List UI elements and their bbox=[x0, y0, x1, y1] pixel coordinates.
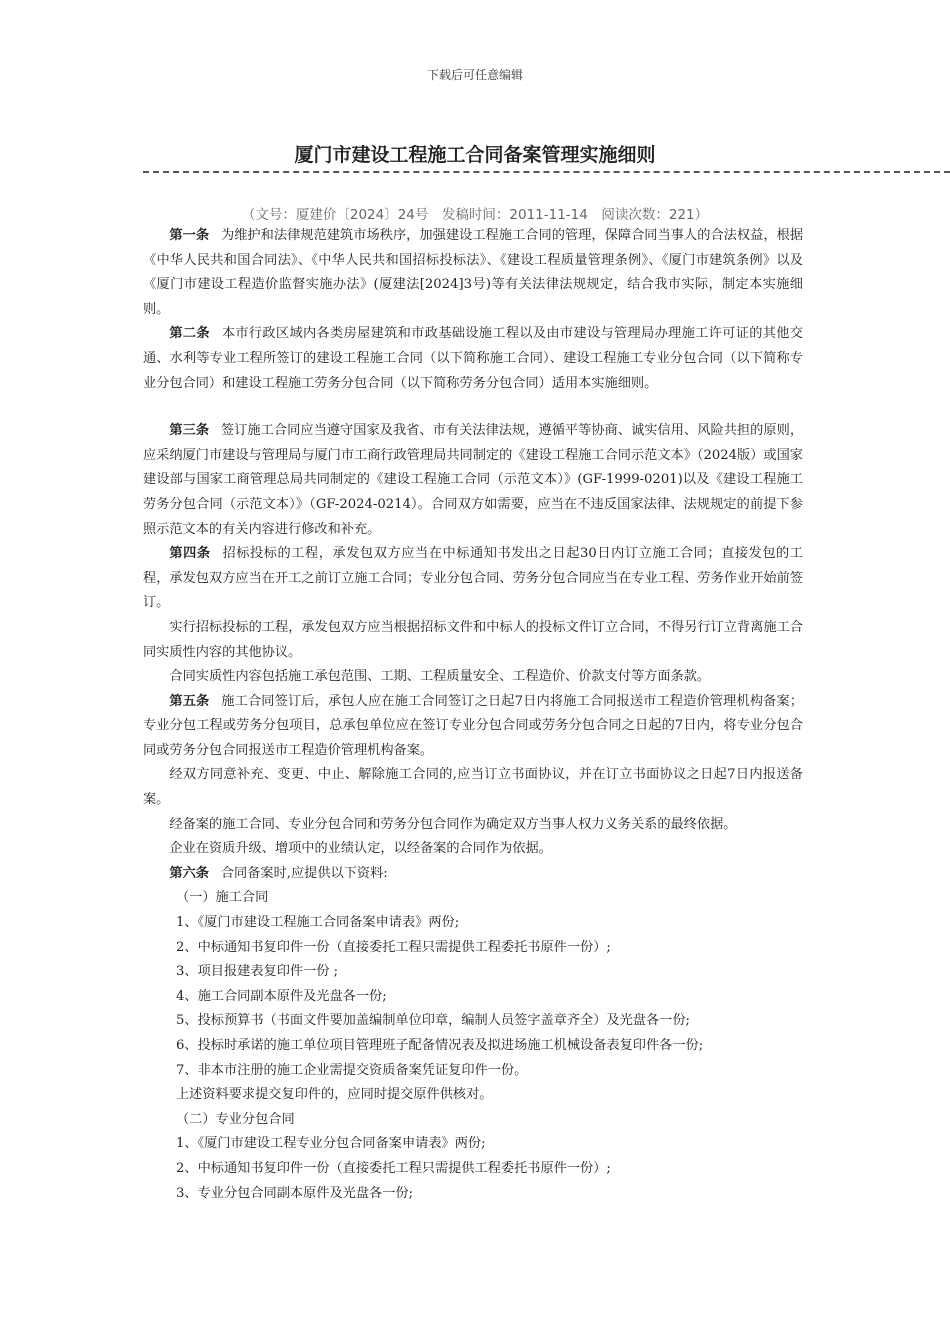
article-text: 签订施工合同应当遵守国家及我省、市有关法律法规，遵循平等协商、诚实信用、风险共担的原则，应采纳厦门市建设与管理局与厦门市工商行政管理局共同制定的《建设工程施工合同示范文本》（2024版）或国家建设部与国家工商管理总局共同制定的《建设工程施工合同（示范文本）》(GF-1999-0201)以及《建设工程施工劳务分包合同（示范文本）》（GF-2024-0214）。合同双方如需要，应当在不违反国家法律、法规规定的前提下参照示范文本的有关内容进行修改和补充。 bbox=[143, 423, 804, 537]
document-meta: （文号：厦建价〔2024〕24号 发稿时间：2011-11-14 阅读次数：221） bbox=[241, 207, 709, 223]
article-text: 本市行政区域内各类房屋建筑和市政基础设施工程以及由市建设与管理局办理施工许可证的其他交通、水利等专业工程所签订的建设工程施工合同（以下简称施工合同）、建设工程施工专业分包合同（以下简称专业分包合同）和建设工程施工劳务分包合同（以下简称劳务分包合同）适用本实施细则。 bbox=[143, 326, 804, 391]
paragraph-text: 实行招标投标的工程，承发包双方应当根据招标文件和中标人的投标文件订立合同，不得另行订立背离施工合同实质性内容的其他协议。 bbox=[143, 619, 803, 660]
article-4 bbox=[143, 542, 803, 616]
article-5-para-4 bbox=[143, 837, 803, 862]
article-5-para-3 bbox=[143, 813, 803, 838]
list-item: 2、中标通知书复印件一份（直接委托工程只需提供工程委托书原件一份）; bbox=[176, 939, 611, 955]
article-label: 第五条 bbox=[169, 693, 210, 709]
title-divider bbox=[143, 171, 950, 173]
article-text: 施工合同签订后，承包人应在施工合同签订之日起7日内将施工合同报送市工程造价管理机构备案；专业分包工程或劳务分包项目，总承包单位应在签订专业分包合同或劳务分包合同之日起的7日内，将专业分包合同或劳务分包合同报送市工程造价管理机构备案。 bbox=[143, 693, 804, 758]
document-title: 厦门市建设工程施工合同备案管理实施细则 bbox=[294, 144, 656, 166]
article-text: 招标投标的工程，承发包双方应当在中标通知书发出之日起30日内订立施工合同；直接发包的工程，承发包双方应当在开工之前订立施工合同；专业分包合同、劳务分包合同应当在专业工程、劳务作业开始前签订。 bbox=[143, 546, 803, 611]
list-item: 5、投标预算书（书面文件要加盖编制单位印章，编制人员签字盖章齐全）及光盘各一份; bbox=[176, 1013, 690, 1029]
article-1 bbox=[143, 224, 803, 322]
article-label: 第六条 bbox=[169, 865, 209, 881]
list-item: 上述资料要求提交复印件的，应同时提交原件供核对。 bbox=[176, 1087, 493, 1103]
article-5 bbox=[143, 690, 803, 764]
paragraph-text: 合同实质性内容包括施工承包范围、工期、工程质量安全、工程造价、价款支付等方面条款。 bbox=[169, 669, 711, 685]
list-item: （二）专业分包合同 bbox=[176, 1111, 295, 1127]
article-label: 第二条 bbox=[169, 326, 210, 342]
article-3 bbox=[143, 419, 803, 542]
article-4-para-2 bbox=[143, 616, 803, 665]
article-4-para-3 bbox=[143, 665, 803, 690]
paragraph-text: 经双方同意补充、变更、中止、解除施工合同的,应当订立书面协议，并在订立书面协议之日起7日内报送备案。 bbox=[143, 767, 803, 808]
list-item: 1、《厦门市建设工程专业分包合同备案申请表》两份; bbox=[176, 1136, 486, 1152]
list-item: 3、项目报建表复印件一份 ; bbox=[176, 964, 339, 980]
header-note: 下载后可任意编辑 bbox=[426, 68, 523, 82]
article-text: 为维护和法律规范建筑市场秩序，加强建设工程施工合同的管理，保障合同当事人的合法权益，根据《中华人民共和国合同法》、《中华人民共和国招标投标法》、《建设工程质量管理条例》、《厦门市建筑条例》以及《厦门市建设工程造价监督实施办法》(厦建法[2024]3号)等有关法律法规规定，结合我市实际，制定本实施细则。 bbox=[143, 228, 804, 317]
list-item: 6、投标时承诺的施工单位项目管理班子配备情况表及拟进场施工机械设备表复印件各一份; bbox=[176, 1038, 704, 1053]
paragraph-text: 经备案的施工合同、专业分包合同和劳务分包合同作为确定双方当事人权力义务关系的最终依据。 bbox=[169, 816, 737, 832]
article-2 bbox=[143, 322, 803, 396]
list-item: 2、中标通知书复印件一份（直接委托工程只需提供工程委托书原件一份）; bbox=[176, 1160, 611, 1176]
article-label: 第三条 bbox=[169, 423, 210, 439]
article-label: 第一条 bbox=[169, 228, 210, 243]
list-item: 7、非本市注册的施工企业需提交资质备案凭证复印件一份。 bbox=[176, 1062, 528, 1078]
list-item: 4、施工合同副本原件及光盘各一份; bbox=[176, 988, 387, 1004]
article-label: 第四条 bbox=[169, 546, 211, 562]
list-item: 3、专业分包合同副本原件及光盘各一份; bbox=[176, 1185, 414, 1201]
paragraph-text: 企业在资质升级、增项中的业绩认定，以经备案的合同作为依据。 bbox=[169, 841, 552, 857]
article-5-para-2 bbox=[143, 763, 803, 812]
article-text: 合同备案时,应提供以下资料: bbox=[220, 865, 388, 881]
list-item: 1、《厦门市建设工程施工合同备案申请表》两份; bbox=[176, 915, 460, 931]
article-6 bbox=[143, 862, 803, 887]
list-item: （一）施工合同 bbox=[176, 890, 269, 906]
document-body bbox=[143, 224, 803, 1206]
